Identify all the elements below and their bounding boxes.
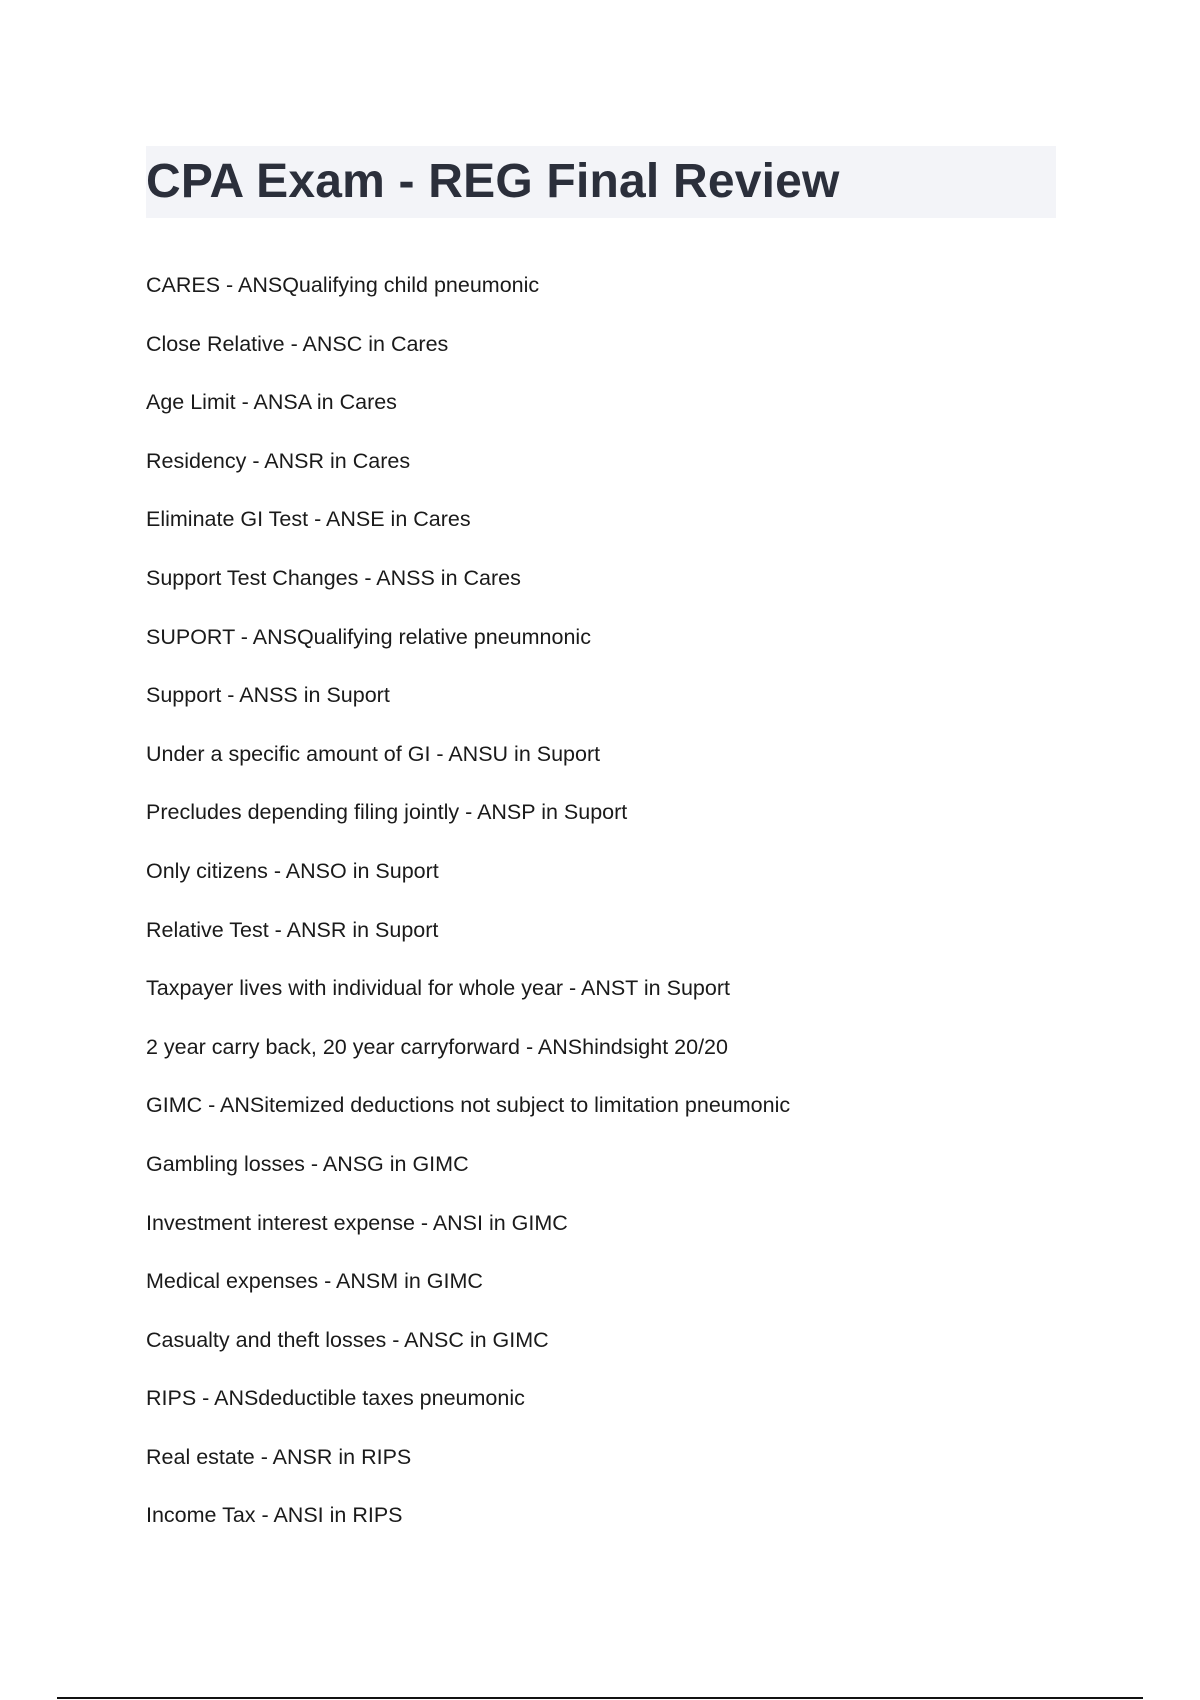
list-item: Relative Test - ANSR in Suport	[146, 917, 439, 942]
page-title: CPA Exam - REG Final Review	[146, 155, 840, 208]
list-item: GIMC - ANSitemized deductions not subject to limitation pneumonic	[146, 1093, 791, 1118]
list-item: Taxpayer lives with individual for whole year - ANST in Suport	[146, 976, 730, 1001]
list-item: RIPS - ANSdeductible taxes pneumonic	[146, 1386, 525, 1411]
list-item: Medical expenses - ANSM in GIMC	[146, 1269, 483, 1294]
list-item: Support - ANSS in Suport	[146, 683, 390, 708]
list-item: Only citizens - ANSO in Suport	[146, 858, 439, 883]
list-item: Residency - ANSR in Cares	[146, 448, 411, 473]
list-item: Close Relative - ANSC in Cares	[146, 331, 449, 356]
list-item: Support Test Changes - ANSS in Cares	[146, 565, 521, 590]
list-item: Under a specific amount of GI - ANSU in Suport	[146, 741, 601, 766]
list-item: 2 year carry back, 20 year carryforward - ANShindsight 20/20	[146, 1034, 728, 1059]
list-item: CARES - ANSQualifying child pneumonic	[146, 273, 540, 297]
list-item: Casualty and theft losses - ANSC in GIMC	[146, 1327, 549, 1352]
list-item: Eliminate GI Test - ANSE in Cares	[146, 507, 471, 532]
list-item: Investment interest expense - ANSI in GIMC	[146, 1210, 568, 1235]
list-item: Age Limit - ANSA in Cares	[146, 390, 397, 415]
list-item: Gambling losses - ANSG in GIMC	[146, 1151, 469, 1176]
list-item: Income Tax - ANSI in RIPS	[146, 1503, 403, 1528]
flashcard-list	[146, 270, 1046, 1559]
page-bottom-divider	[57, 1697, 1143, 1699]
list-item: Precludes depending filing jointly - ANSP in Suport	[146, 800, 628, 825]
title-banner	[146, 146, 1056, 218]
list-item: Real estate - ANSR in RIPS	[146, 1444, 412, 1469]
list-item: SUPORT - ANSQualifying relative pneumnonic	[146, 624, 591, 649]
